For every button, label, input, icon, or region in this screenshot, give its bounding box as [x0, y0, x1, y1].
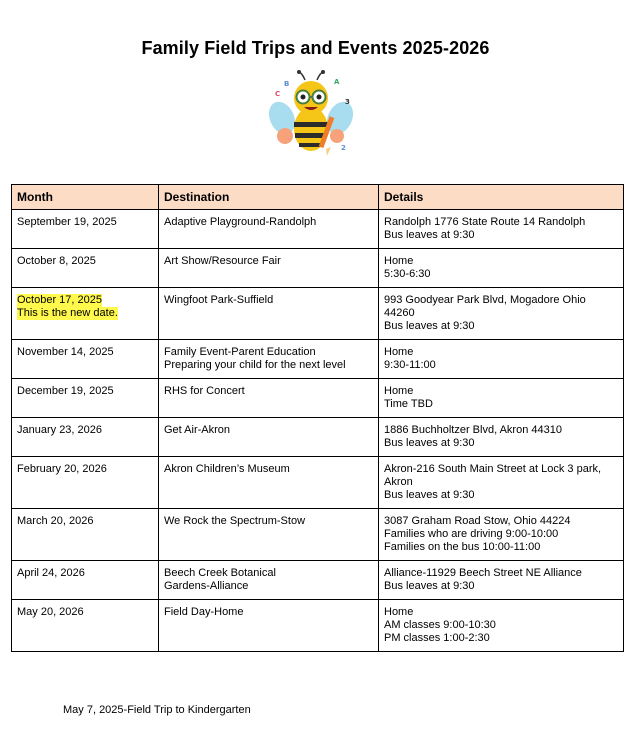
details-line: 1886 Buchholtzer Blvd, Akron 44310 — [384, 424, 562, 436]
destination-cell — [159, 249, 379, 288]
mascot-letter: A — [334, 78, 340, 86]
details-cell — [379, 457, 624, 509]
month-cell — [12, 561, 159, 600]
destination-line: Get Air-Akron — [164, 424, 231, 436]
mascot-letter: 2 — [341, 144, 346, 152]
destination-cell — [159, 379, 379, 418]
month-line: November 14, 2025 — [17, 346, 114, 358]
details-cell — [379, 561, 624, 600]
mascot-letter: C — [275, 90, 281, 98]
details-line: Home — [384, 255, 414, 267]
destination-line: Art Show/Resource Fair — [164, 255, 281, 267]
month-cell — [12, 600, 159, 652]
details-line: 44260 — [384, 307, 415, 319]
details-line: Akron — [384, 476, 413, 488]
month-line: October 17, 2025 — [17, 294, 103, 306]
month-line: February 20, 2026 — [17, 463, 107, 475]
details-line: 3087 Graham Road Stow, Ohio 44224 — [384, 515, 571, 527]
month-line: This is the new date. — [17, 307, 118, 319]
destination-cell — [159, 561, 379, 600]
destination-line: Akron Children’s Museum — [164, 463, 290, 475]
table-row — [12, 418, 624, 457]
month-line: September 19, 2025 — [17, 216, 117, 228]
details-line: Bus leaves at 9:30 — [384, 320, 475, 332]
destination-cell — [159, 600, 379, 652]
table-row — [12, 340, 624, 379]
table-row — [12, 210, 624, 249]
bee-mascot-icon — [266, 70, 356, 158]
table-header-row — [12, 185, 624, 210]
table-row — [12, 379, 624, 418]
month-line: December 19, 2025 — [17, 385, 114, 397]
column-header-details: Details — [379, 185, 624, 210]
destination-cell — [159, 418, 379, 457]
page-title: Family Field Trips and Events 2025-2026 — [141, 38, 490, 58]
month-cell — [12, 457, 159, 509]
destination-line: Adaptive Playground-Randolph — [164, 216, 317, 228]
month-line: March 20, 2026 — [17, 515, 94, 527]
destination-cell — [159, 210, 379, 249]
details-cell — [379, 509, 624, 561]
month-cell — [12, 418, 159, 457]
destination-cell — [159, 509, 379, 561]
destination-line: Preparing your child for the next level — [164, 359, 346, 371]
details-cell — [379, 600, 624, 652]
details-line: Families who are driving 9:00-10:00 — [384, 528, 559, 540]
destination-line: Beech Creek Botanical — [164, 567, 276, 579]
details-line: Home — [384, 606, 414, 618]
details-line: Akron-216 South Main Street at Lock 3 park, — [384, 463, 602, 475]
month-cell — [12, 249, 159, 288]
table-body — [12, 210, 624, 652]
column-header-month: Month — [12, 185, 159, 210]
destination-line: Wingfoot Park-Suffield — [164, 294, 274, 306]
details-line: Families on the bus 10:00-11:00 — [384, 541, 541, 553]
month-cell — [12, 210, 159, 249]
destination-cell — [159, 288, 379, 340]
details-line: Bus leaves at 9:30 — [384, 489, 475, 501]
mascot-letter: 3 — [345, 98, 350, 106]
destination-line: RHS for Concert — [164, 385, 245, 397]
table-row — [12, 561, 624, 600]
details-line: 5:30-6:30 — [384, 268, 431, 280]
details-line: AM classes 9:00-10:30 — [384, 619, 496, 631]
details-cell — [379, 288, 624, 340]
footnote: May 7, 2025-Field Trip to Kindergarten — [63, 704, 251, 716]
destination-line: Family Event-Parent Education — [164, 346, 316, 358]
details-cell — [379, 210, 624, 249]
month-cell — [12, 509, 159, 561]
details-cell — [379, 379, 624, 418]
destination-cell — [159, 340, 379, 379]
details-line: Alliance-11929 Beech Street NE Alliance — [384, 567, 582, 579]
mascot-letter: B — [284, 80, 290, 88]
details-line: 9:30-11:00 — [384, 359, 436, 371]
month-line: October 8, 2025 — [17, 255, 96, 267]
details-line: Home — [384, 385, 414, 397]
destination-line: Field Day-Home — [164, 606, 244, 618]
details-line: Bus leaves at 9:30 — [384, 437, 475, 449]
details-line: Randolph 1776 State Route 14 Randolph — [384, 216, 586, 228]
details-cell — [379, 418, 624, 457]
month-line: May 20, 2026 — [17, 606, 84, 618]
details-line: Bus leaves at 9:30 — [384, 229, 475, 241]
month-line: January 23, 2026 — [17, 424, 103, 436]
details-cell — [379, 340, 624, 379]
details-line: Home — [384, 346, 414, 358]
destination-line: Gardens-Alliance — [164, 580, 249, 592]
table-row — [12, 600, 624, 652]
table-row — [12, 457, 624, 509]
table-row — [12, 249, 624, 288]
details-line: Time TBD — [384, 398, 433, 410]
details-line: Bus leaves at 9:30 — [384, 580, 475, 592]
details-line: 993 Goodyear Park Blvd, Mogadore Ohio — [384, 294, 586, 306]
destination-line: We Rock the Spectrum-Stow — [164, 515, 306, 527]
destination-cell — [159, 457, 379, 509]
table-row — [12, 509, 624, 561]
month-cell — [12, 340, 159, 379]
month-cell — [12, 379, 159, 418]
column-header-destination: Destination — [159, 185, 379, 210]
table-row — [12, 288, 624, 340]
events-table — [11, 184, 624, 652]
details-cell — [379, 249, 624, 288]
month-cell — [12, 288, 159, 340]
month-line: April 24, 2026 — [17, 567, 85, 579]
details-line: PM classes 1:00-2:30 — [384, 632, 490, 644]
